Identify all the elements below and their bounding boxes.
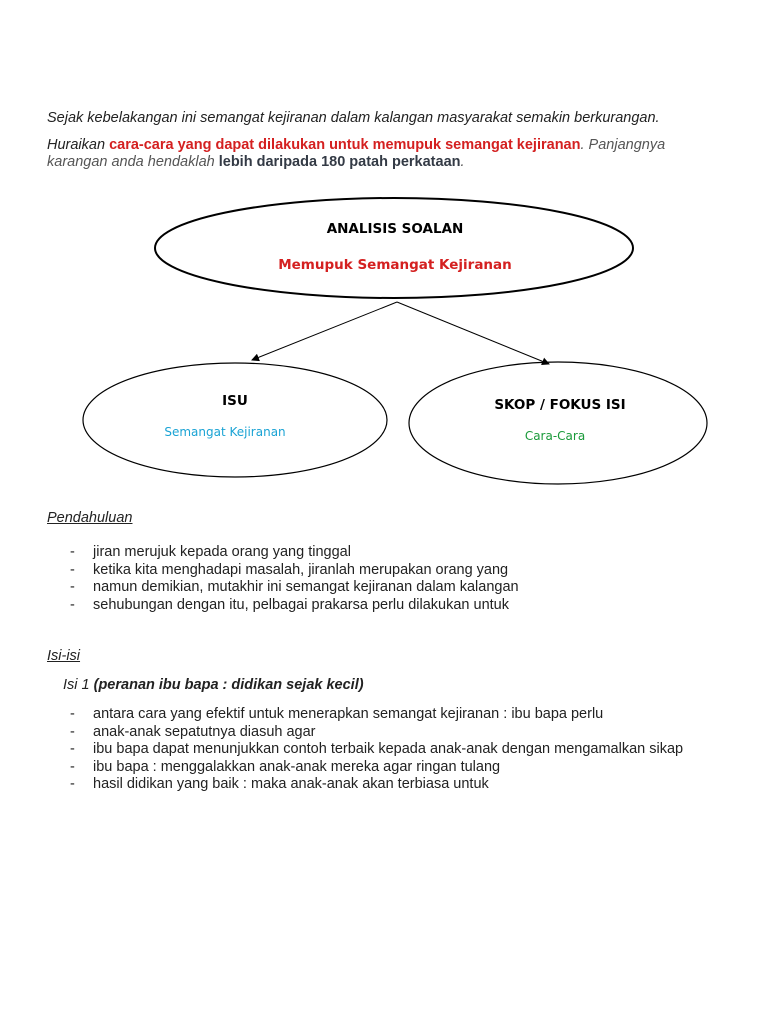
pendahuluan-list	[70, 544, 710, 614]
isu-subtitle: Semangat Kejiranan	[164, 425, 286, 439]
list-item: - ibu bapa dapat menunjukkan contoh terbaik kepada anak-anak dengan mengamalkan sikap	[70, 741, 684, 757]
question-mid: . Panjangnya karangan anda hendaklah	[47, 137, 666, 170]
isi-1-prefix: Isi 1	[63, 677, 94, 693]
question-end: .	[460, 154, 465, 170]
isi-1-list	[70, 706, 710, 794]
skop-ellipse	[409, 362, 707, 484]
main-subtitle: Memupuk Semangat Kejiranan	[278, 257, 512, 273]
isu-title: ISU	[222, 393, 248, 409]
isi-1-bold: (peranan ibu bapa : didikan sejak kecil)	[93, 677, 364, 693]
skop-subtitle: Cara-Cara	[524, 429, 586, 443]
isi-heading: Isi-isi	[47, 648, 81, 664]
main-title: ANALISIS SOALAN	[326, 221, 464, 237]
pendahuluan-heading: Pendahuluan	[47, 510, 133, 526]
list-item: - antara cara yang efektif untuk menerapkan semangat kejiranan : ibu bapa perlu	[70, 706, 604, 722]
arrow-left	[252, 302, 397, 360]
skop-title: SKOP / FOKUS ISI	[494, 397, 626, 413]
analysis-diagram	[0, 0, 768, 500]
list-item: - hasil didikan yang baik : maka anak-anak akan terbiasa untuk	[70, 776, 489, 792]
main-ellipse	[155, 198, 633, 298]
isi-1-title	[63, 677, 364, 693]
list-item: - sehubungan dengan itu, pelbagai prakarsa perlu dilakukan untuk	[70, 596, 509, 613]
isu-ellipse	[83, 363, 387, 477]
question-prefix: Huraikan	[47, 137, 110, 153]
question-highlight: cara-cara yang dapat dilakukan untuk memupuk semangat kejiranan	[109, 137, 581, 153]
intro-line: Sejak kebelakangan ini semangat kejiranan dalam kalangan masyarakat semakin berkurangan.	[47, 110, 660, 126]
list-item: - ibu bapa : menggalakkan anak-anak mereka agar ringan tulang	[70, 758, 501, 775]
arrow-right	[397, 302, 549, 364]
list-item: - ketika kita menghadapi masalah, jiranlah merupakan orang yang	[70, 561, 509, 578]
list-item: - anak-anak sepatutnya diasuh agar	[70, 723, 316, 740]
list-item: - jiran merujuk kepada orang yang tinggal	[70, 544, 351, 560]
list-item: - namun demikian, mutakhir ini semangat kejiranan dalam kalangan	[70, 579, 519, 595]
question-bold: lebih daripada 180 patah perkataan	[218, 154, 461, 170]
